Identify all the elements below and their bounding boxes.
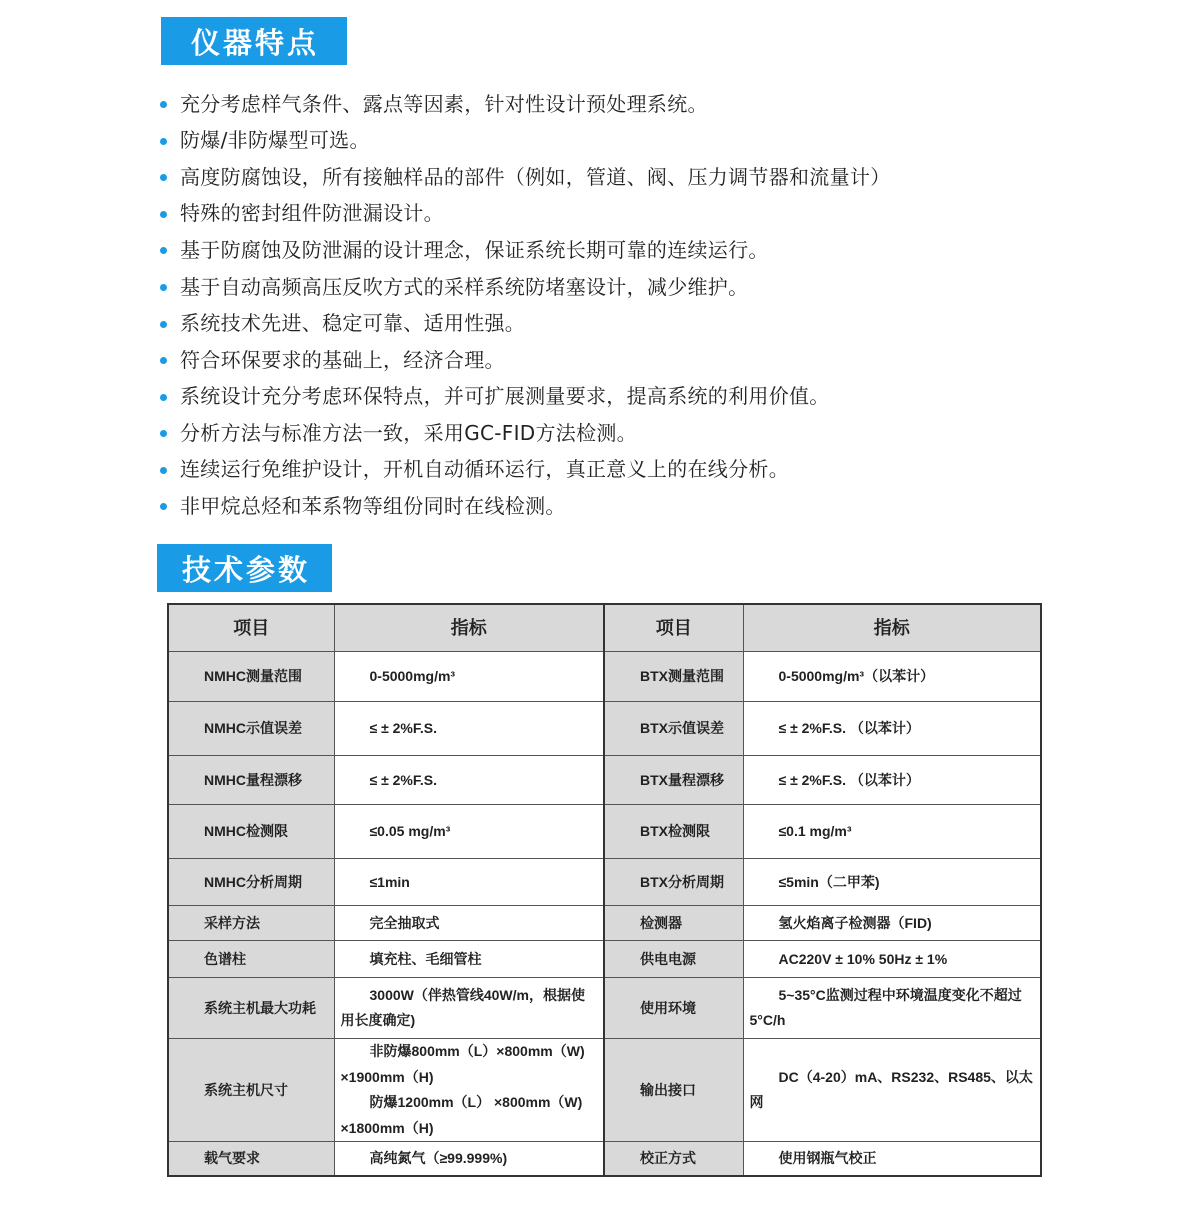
table-row — [168, 978, 1041, 1039]
row-label: 采样方法 — [168, 906, 334, 941]
bullet-dot-icon — [160, 174, 167, 181]
feature-text: 非甲烷总烃和苯系物等组份同时在线检测。 — [180, 493, 566, 518]
row-label: BTX示值误差 — [604, 702, 743, 756]
row-value: ≤ ± 2%F.S. — [334, 702, 604, 756]
list-item — [160, 267, 1120, 304]
feature-text: 基于自动高频高压反吹方式的采样系统防堵塞设计，减少维护。 — [180, 274, 749, 299]
features-section-title: 仪器特点 — [161, 17, 347, 65]
feature-text: 分析方法与标准方法一致，采用GC-FID方法检测。 — [180, 420, 637, 445]
table-row — [168, 702, 1041, 756]
column-header-spec: 指标 — [743, 604, 1041, 652]
row-value: 完全抽取式 — [334, 906, 604, 941]
row-label: NMHC示值误差 — [168, 702, 334, 756]
column-header-spec: 指标 — [334, 604, 604, 652]
row-value: DC（4-20）mA、RS232、RS485、以太网 — [743, 1039, 1041, 1142]
spec-table — [167, 603, 1042, 1177]
row-value: 0-5000mg/m³（以苯计） — [743, 652, 1041, 702]
row-value: ≤0.05 mg/m³ — [334, 805, 604, 859]
table-row — [168, 652, 1041, 702]
list-item — [160, 376, 1120, 413]
list-item — [160, 230, 1120, 267]
params-section-title: 技术参数 — [157, 544, 332, 592]
feature-text: 符合环保要求的基础上，经济合理。 — [180, 347, 505, 372]
bullet-dot-icon — [160, 430, 167, 437]
row-value: 5~35°C监测过程中环境温度变化不超过5°C/h — [743, 978, 1041, 1039]
feature-text: 基于防腐蚀及防泄漏的设计理念，保证系统长期可靠的连续运行。 — [180, 237, 769, 262]
row-label: 色谱柱 — [168, 941, 334, 978]
bullet-dot-icon — [160, 357, 167, 364]
row-label: 检测器 — [604, 906, 743, 941]
row-label: NMHC测量范围 — [168, 652, 334, 702]
table-row — [168, 756, 1041, 805]
bullet-dot-icon — [160, 503, 167, 510]
row-label: BTX量程漂移 — [604, 756, 743, 805]
row-value: 填充柱、毛细管柱 — [334, 941, 604, 978]
list-item — [160, 340, 1120, 377]
table-row — [168, 1142, 1041, 1176]
bullet-dot-icon — [160, 211, 167, 218]
bullet-dot-icon — [160, 138, 167, 145]
row-label: NMHC量程漂移 — [168, 756, 334, 805]
bullet-dot-icon — [160, 284, 167, 291]
list-item — [160, 449, 1120, 486]
dimension-line: 非防爆800mm（L）×800mm（W) — [369, 1043, 585, 1059]
dimension-line: ×1900mm（H) — [340, 1068, 434, 1085]
row-value: 高纯氮气（≥99.999%) — [334, 1142, 604, 1176]
list-item — [160, 413, 1120, 450]
row-value: ≤5min（二甲苯) — [743, 859, 1041, 906]
row-label: 使用环境 — [604, 978, 743, 1039]
feature-text: 特殊的密封组件防泄漏设计。 — [180, 201, 444, 226]
feature-text: 系统技术先进、稳定可靠、适用性强。 — [180, 311, 526, 336]
bullet-dot-icon — [160, 321, 167, 328]
feature-text: 防爆/非防爆型可选。 — [180, 128, 370, 153]
row-value: 0-5000mg/m³ — [334, 652, 604, 702]
list-item — [160, 157, 1120, 194]
table-row — [168, 1039, 1041, 1142]
row-value: ≤ ± 2%F.S. （以苯计） — [743, 702, 1041, 756]
row-value: 3000W（伴热管线40W/m，根据使用长度确定) — [334, 978, 604, 1039]
row-label: NMHC分析周期 — [168, 859, 334, 906]
row-label: 系统主机最大功耗 — [168, 978, 334, 1039]
row-value: ≤ ± 2%F.S. （以苯计） — [743, 756, 1041, 805]
bullet-dot-icon — [160, 247, 167, 254]
table-header-row — [168, 604, 1041, 652]
row-label: BTX分析周期 — [604, 859, 743, 906]
bullet-dot-icon — [160, 394, 167, 401]
row-label: 输出接口 — [604, 1039, 743, 1142]
row-value — [334, 1039, 604, 1142]
bullet-dot-icon — [160, 467, 167, 474]
row-value: ≤0.1 mg/m³ — [743, 805, 1041, 859]
row-label: 校正方式 — [604, 1142, 743, 1176]
dimension-line: 防爆1200mm（L） ×800mm（W) — [369, 1094, 583, 1110]
list-item — [160, 194, 1120, 231]
feature-text: 充分考虑样气条件、露点等因素，针对性设计预处理系统。 — [180, 91, 708, 116]
list-item — [160, 303, 1120, 340]
table-row — [168, 805, 1041, 859]
row-label: BTX测量范围 — [604, 652, 743, 702]
row-value: AC220V ± 10% 50Hz ± 1% — [743, 941, 1041, 978]
column-header-item: 项目 — [168, 604, 334, 652]
feature-text: 高度防腐蚀设，所有接触样品的部件（例如，管道、阀、压力调节器和流量计） — [180, 164, 891, 189]
row-value: ≤ ± 2%F.S. — [334, 756, 604, 805]
table-row — [168, 941, 1041, 978]
list-item — [160, 486, 1120, 523]
table-row — [168, 859, 1041, 906]
row-label: 载气要求 — [168, 1142, 334, 1176]
list-item — [160, 84, 1120, 121]
column-header-item: 项目 — [604, 604, 743, 652]
dimension-line: ×1800mm（H) — [340, 1119, 434, 1136]
row-label: 系统主机尺寸 — [168, 1039, 334, 1142]
list-item — [160, 121, 1120, 158]
row-label: 供电电源 — [604, 941, 743, 978]
feature-text: 连续运行免维护设计，开机自动循环运行，真正意义上的在线分析。 — [180, 457, 789, 482]
row-label: BTX检测限 — [604, 805, 743, 859]
row-value: 氢火焰离子检测器（FID) — [743, 906, 1041, 941]
table-row — [168, 906, 1041, 941]
features-list — [160, 84, 1120, 523]
row-value: 使用钢瓶气校正 — [743, 1142, 1041, 1176]
row-label: NMHC检测限 — [168, 805, 334, 859]
feature-text: 系统设计充分考虑环保特点，并可扩展测量要求，提高系统的利用价值。 — [180, 384, 830, 409]
row-value: ≤1min — [334, 859, 604, 906]
bullet-dot-icon — [160, 101, 167, 108]
